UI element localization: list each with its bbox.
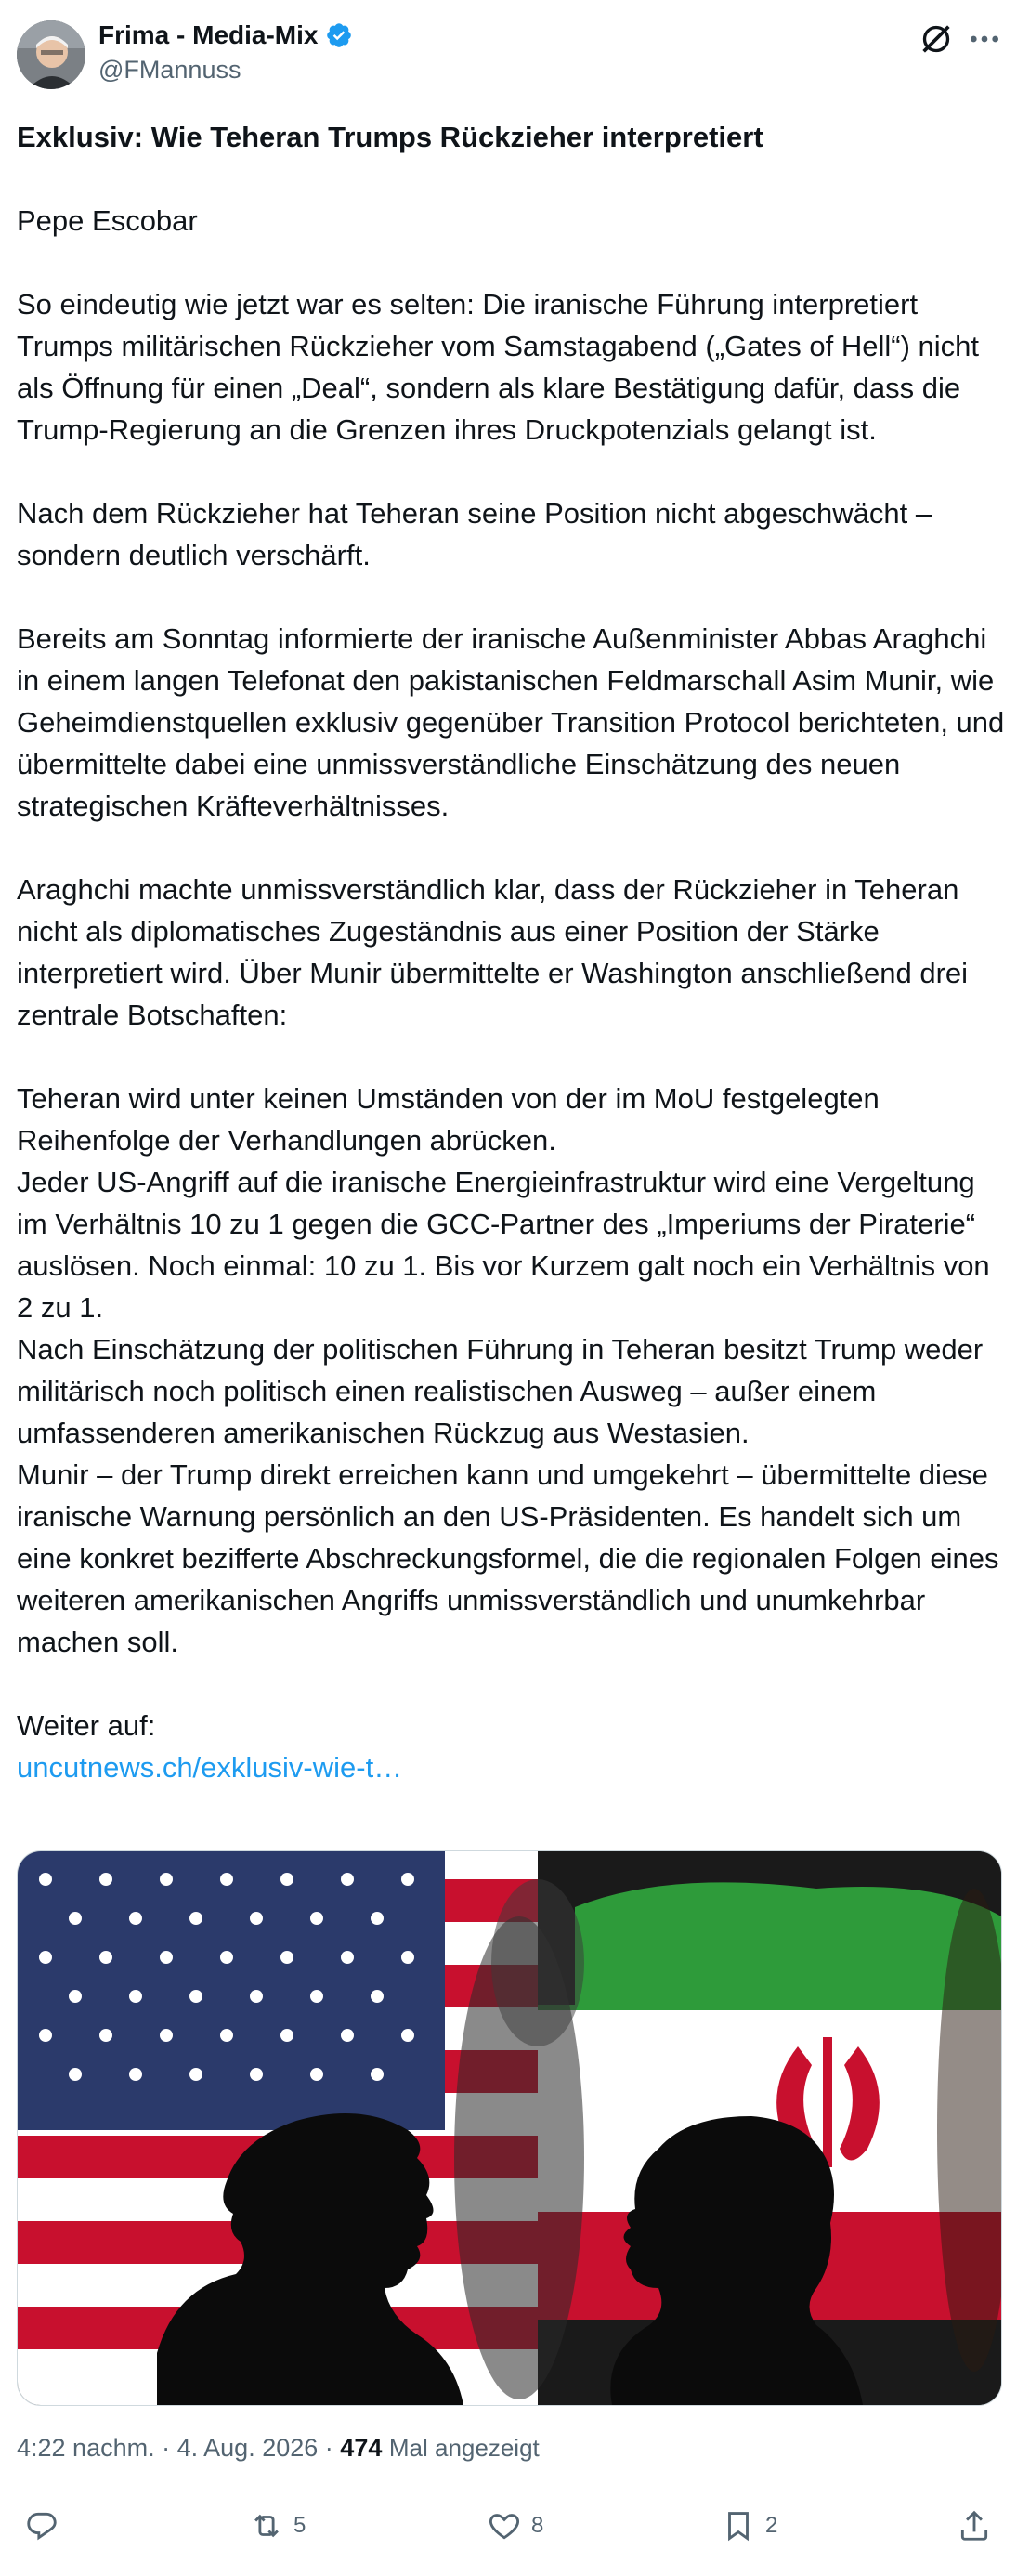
tweet-byline: Pepe Escobar bbox=[17, 204, 198, 237]
tweet-date[interactable]: 4. Aug. 2026 bbox=[176, 2434, 319, 2462]
tweet-paragraph: Munir – der Trump direkt erreichen kann und umgekehrt – übermittelte diese iranische Warnung persönlich an den US-Präsidenten. Es handelt sich um eine konkret bezifferte Abschreckungsformel, die die regionalen Folgen eines weiteren amerikanischen Angriffs unmissverständlich und unumkehrbar machen soll. bbox=[17, 1458, 999, 1658]
tweet-time[interactable]: 4:22 nachm. bbox=[17, 2434, 155, 2462]
tweet-paragraph: Teheran wird unter keinen Umständen von der im MoU festgelegten Reihenfolge der Verhandlungen abrücken. bbox=[17, 1082, 880, 1157]
tweet-paragraph: Araghchi machte unmissverständlich klar, dass der Rückzieher in Teheran nicht als diplomatisches Zugeständnis aus einer Position der Stärke interpretiert wird. Über Munir übermittelte er Washington anschließend drei zentrale Botschaften: bbox=[17, 873, 969, 1031]
tweet-header bbox=[0, 0, 1017, 102]
tweet-paragraph: Nach Einschätzung der politischen Führung in Teheran besitzt Trump weder militärisch noch politisch einen realistischen Ausweg – außer einem umfassenderen amerikanischen Rückzug aus Westasien. bbox=[17, 1333, 984, 1449]
view-count: 474 bbox=[340, 2434, 383, 2462]
grok-icon[interactable] bbox=[918, 20, 955, 58]
action-bar bbox=[0, 2508, 1017, 2564]
tweet-text bbox=[17, 116, 1006, 1788]
flags-silhouettes-image bbox=[18, 1851, 1001, 2405]
tweet-paragraph: So eindeutig wie jetzt war es selten: Die iranische Führung interpretiert Trumps militärischen Rückzieher vom Samstagabend („Gates of Hell“) nicht als Öffnung für einen „Deal“, sondern als klare Bestätigung dafür, dass die Trump-Regierung an die Grenzen ihres Druckpotenzials gelangt ist. bbox=[17, 288, 979, 446]
retweet-icon bbox=[249, 2508, 284, 2543]
verified-badge-icon bbox=[325, 21, 353, 49]
more-label: Weiter auf: bbox=[17, 1709, 156, 1742]
tweet-paragraph: Bereits am Sonntag informierte der iranische Außenminister Abbas Araghchi in einem langen Telefonat den pakistanischen Feldmarschall Asim Munir, wie Geheimdienstquellen exklusiv gegenüber Transition Protocol berichteten, und übermittelte dabei eine unmissverständliche Einschätzung des neuen strategischen Kräfteverhältnisses. bbox=[17, 622, 1005, 822]
like-count: 8 bbox=[531, 2513, 544, 2538]
bookmark-button[interactable] bbox=[721, 2508, 777, 2543]
retweet-button[interactable] bbox=[249, 2508, 306, 2543]
tweet-image[interactable] bbox=[17, 1850, 1002, 2406]
retweet-count: 5 bbox=[293, 2513, 306, 2538]
article-link[interactable]: uncutnews.ch/exklusiv-wie-t… bbox=[17, 1751, 403, 1784]
bookmark-count: 2 bbox=[765, 2513, 778, 2538]
share-button[interactable] bbox=[957, 2508, 992, 2543]
reply-icon bbox=[24, 2508, 59, 2543]
avatar[interactable] bbox=[17, 20, 85, 89]
tweet-paragraph: Nach dem Rückzieher hat Teheran seine Position nicht abgeschwächt – sondern deutlich verschärft. bbox=[17, 497, 932, 571]
more-icon[interactable] bbox=[966, 20, 1003, 58]
bookmark-icon bbox=[721, 2508, 756, 2543]
tweet-title: Exklusiv: Wie Teheran Trumps Rückzieher interpretiert bbox=[17, 121, 763, 153]
avatar-image bbox=[17, 20, 85, 89]
author-handle[interactable]: @FMannuss bbox=[98, 56, 241, 84]
share-icon bbox=[957, 2508, 992, 2543]
like-button[interactable] bbox=[487, 2508, 543, 2543]
author-name[interactable]: Frima - Media-Mix bbox=[98, 20, 319, 49]
reply-button[interactable] bbox=[24, 2508, 69, 2543]
tweet-meta: 4:22 nachm. · 4. Aug. 2026 · 474 Mal angezeigt bbox=[17, 2434, 540, 2462]
like-icon bbox=[487, 2508, 522, 2543]
views-label: Mal angezeigt bbox=[388, 2434, 540, 2462]
tweet-paragraph: Jeder US-Angriff auf die iranische Energieinfrastruktur wird eine Vergeltung im Verhältnis 10 zu 1 gegen die GCC-Partner des „Imperiums der Piraterie“ auslösen. Noch einmal: 10 zu 1. Bis vor Kurzem galt noch ein Verhältnis von 2 zu 1. bbox=[17, 1166, 990, 1324]
